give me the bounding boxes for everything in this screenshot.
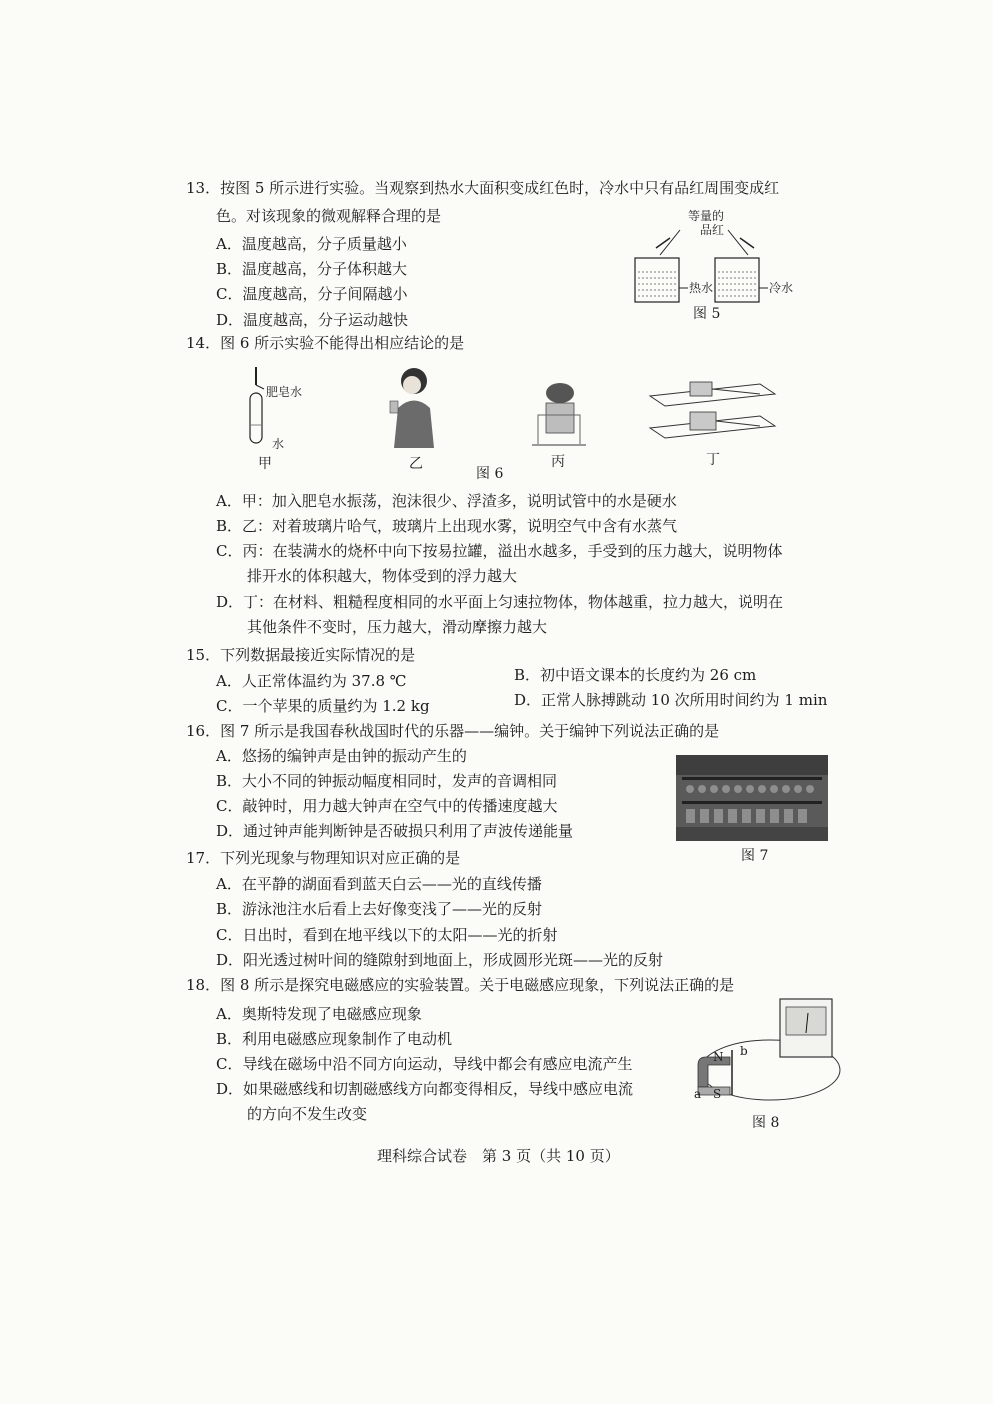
figure-8-a-label: a [694,1087,702,1101]
figure-5-caption: 图 5 [693,306,721,322]
q14-option-d-line1: D．丁：在材料、粗糙程度相同的水平面上匀速拉物体，物体越重，拉力越大，说明在 [216,593,784,611]
q13-stem-line1: 13．按图 5 所示进行实验。当观察到热水大面积变成红色时，冷水中只有品红周围变成红 [186,179,780,197]
q13-option-b: B．温度越高，分子体积越大 [216,260,408,278]
figure-6-water-label: 水 [272,437,285,451]
figure-8-s-label: S [713,1087,722,1101]
q16-option-a: A．悠扬的编钟声是由钟的振动产生的 [216,747,467,765]
figure-6-yi-girl [384,363,444,453]
q16-option-d: D．通过钟声能判断钟是否破损只利用了声波传递能量 [216,822,574,840]
q14-option-a: A．甲：加入肥皂水振荡，泡沫很少、浮渣多，说明试管中的水是硬水 [216,492,677,510]
figure-8-caption: 图 8 [752,1115,780,1131]
figure-6-caption: 图 6 [476,466,504,482]
q17-stem: 17．下列光现象与物理知识对应正确的是 [186,849,461,867]
q15-option-b: B．初中语文课本的长度约为 26 cm [514,666,757,684]
figure-6-soap-label: 肥皂水 [266,385,303,399]
figure-7-caption: 图 7 [741,848,769,864]
figure-8-n-label: N [713,1050,724,1064]
q18-option-a: A．奥斯特发现了电磁感应现象 [216,1005,422,1023]
q16-stem: 16．图 7 所示是我国春秋战国时代的乐器——编钟。关于编钟下列说法正确的是 [186,722,720,740]
q13-stem-line2: 色。对该现象的微观解释合理的是 [216,207,442,225]
page-footer: 理科综合试卷 第 3 页（共 10 页） [377,1147,620,1165]
q13-option-c: C．温度越高，分子间隔越小 [216,285,408,303]
figure-5-label-top1: 等量的 [688,209,725,223]
q18-stem: 18．图 8 所示是探究电磁感应的实验装置。关于电磁感应现象，下列说法正确的是 [186,976,735,994]
q14-stem: 14．图 6 所示实验不能得出相应结论的是 [186,334,465,352]
q13-option-a: A．温度越高，分子质量越小 [216,235,407,253]
figure-6-ding-friction [650,378,780,446]
q18-option-c: C．导线在磁场中沿不同方向运动，导线中都会有感应电流产生 [216,1055,633,1073]
q14-option-d-line2: 其他条件不变时，压力越大，滑动摩擦力越大 [247,618,548,636]
q14-option-b: B．乙：对着玻璃片哈气，玻璃片上出现水雾，说明空气中含有水蒸气 [216,517,678,535]
q18-option-d-line1: D．如果磁感线和切割磁感线方向都变得相反，导线中感应电流 [216,1080,634,1098]
q17-option-c: C．日出时，看到在地平线以下的太阳——光的折射 [216,926,558,944]
q14-option-c-line2: 排开水的体积越大，物体受到的浮力越大 [247,567,518,585]
figure-7-bianzhong-photo [676,755,828,841]
figure-6-bing-beaker [528,375,588,455]
figure-6-bing-label: 丙 [551,454,565,470]
q18-option-d-line2: 的方向不发生改变 [247,1105,368,1123]
q15-option-a: A．人正常体温约为 37.8 ℃ [216,672,407,690]
q14-option-c-line1: C．丙：在装满水的烧杯中向下按易拉罐，溢出水越多，手受到的压力越大，说明物体 [216,542,783,560]
figure-5-hot-label: 热水 [689,281,714,295]
q17-option-d: D．阳光透过树叶间的缝隙射到地面上，形成圆形光斑——光的反射 [216,951,664,969]
q17-option-a: A．在平静的湖面看到蓝天白云——光的直线传播 [216,875,542,893]
q16-option-c: C．敲钟时，用力越大钟声在空气中的传播速度越大 [216,797,558,815]
figure-6-jia-label: 甲 [258,456,272,472]
figure-5-label-top2: 品红 [700,223,725,237]
figure-5-cold-label: 冷水 [769,281,794,295]
q13-option-d: D．温度越高，分子运动越快 [216,311,409,329]
figure-6-yi-label: 乙 [409,456,423,472]
q15-option-d: D．正常人脉搏跳动 10 次所用时间约为 1 min [514,691,828,709]
q17-option-b: B．游泳池注水后看上去好像变浅了——光的反射 [216,900,543,918]
q18-option-b: B．利用电磁感应现象制作了电动机 [216,1030,453,1048]
q15-stem: 15．下列数据最接近实际情况的是 [186,646,416,664]
figure-8-b-label: b [740,1044,748,1058]
figure-6-ding-label: 丁 [706,452,720,468]
q16-option-b: B．大小不同的钟振动幅度相同时，发声的音调相同 [216,772,558,790]
q15-option-c: C．一个苹果的质量约为 1.2 kg [216,697,430,715]
